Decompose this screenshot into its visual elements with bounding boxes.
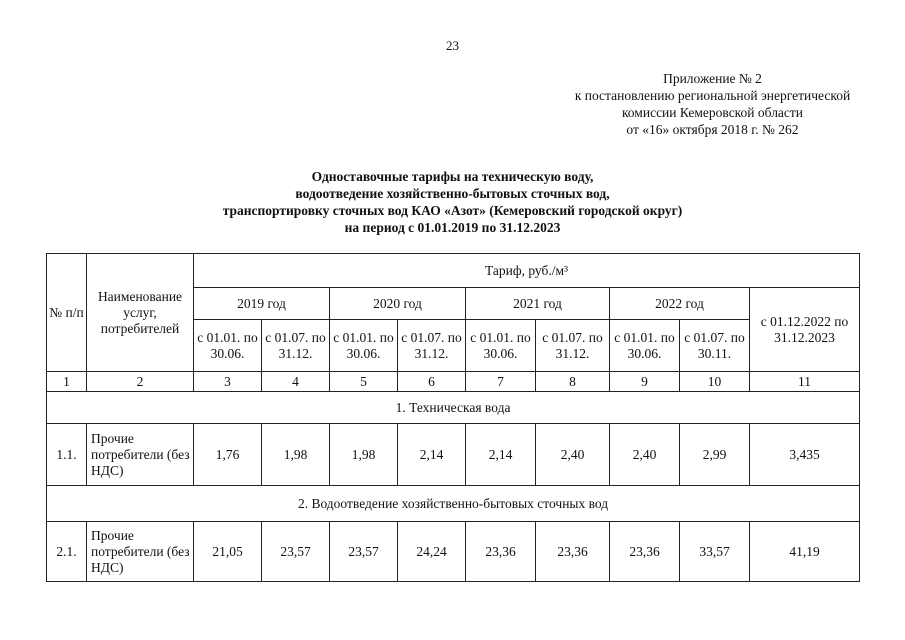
header-period: с 01.01. по 30.06. bbox=[466, 320, 536, 372]
column-number: 2 bbox=[87, 372, 194, 392]
row-num: 1.1. bbox=[47, 424, 87, 486]
header-year: 2022 год bbox=[610, 288, 750, 320]
appendix-line: к постановлению региональной энергетической bbox=[574, 88, 851, 103]
row-name: Прочие потребители (без НДС) bbox=[87, 522, 194, 582]
column-number: 6 bbox=[398, 372, 466, 392]
tariff-value: 1,98 bbox=[330, 424, 398, 486]
table-row bbox=[47, 424, 860, 486]
tariff-value: 23,36 bbox=[536, 522, 610, 582]
header-num: № п/п bbox=[47, 254, 87, 372]
column-number: 1 bbox=[47, 372, 87, 392]
title-line: на период с 01.01.2019 по 31.12.2023 bbox=[344, 220, 561, 235]
row-name: Прочие потребители (без НДС) bbox=[87, 424, 194, 486]
tariff-value: 23,36 bbox=[610, 522, 680, 582]
header-year: 2021 год bbox=[466, 288, 610, 320]
column-number: 4 bbox=[262, 372, 330, 392]
header-period: с 01.07. по 31.12. bbox=[536, 320, 610, 372]
title-line: Одноставочные тарифы на техническую воду, bbox=[311, 169, 594, 184]
page-number: 23 bbox=[446, 38, 459, 53]
tariff-value: 2,14 bbox=[398, 424, 466, 486]
appendix-header bbox=[540, 70, 885, 138]
header-period: с 01.01. по 30.06. bbox=[330, 320, 398, 372]
column-number: 5 bbox=[330, 372, 398, 392]
tariff-value: 21,05 bbox=[194, 522, 262, 582]
tariff-value: 1,98 bbox=[262, 424, 330, 486]
header-name: Наименование услуг, потребителей bbox=[87, 254, 194, 372]
document-title bbox=[150, 168, 755, 236]
appendix-line: от «16» октября 2018 г. № 262 bbox=[626, 122, 799, 137]
tariff-value: 23,57 bbox=[262, 522, 330, 582]
section-title: 2. Водоотведение хозяйственно-бытовых сточных вод bbox=[47, 486, 860, 522]
column-number: 7 bbox=[466, 372, 536, 392]
tariff-value: 24,24 bbox=[398, 522, 466, 582]
header-last-period: с 01.12.2022 по 31.12.2023 bbox=[750, 288, 860, 372]
header-period: с 01.01. по 30.06. bbox=[194, 320, 262, 372]
column-number: 3 bbox=[194, 372, 262, 392]
tariff-value: 1,76 bbox=[194, 424, 262, 486]
tariff-value: 2,40 bbox=[536, 424, 610, 486]
tariff-value: 2,40 bbox=[610, 424, 680, 486]
appendix-line: комиссии Кемеровской области bbox=[621, 105, 804, 120]
table-row bbox=[47, 522, 860, 582]
header-tariff: Тариф, руб./м³ bbox=[194, 254, 860, 288]
tariff-table bbox=[46, 253, 860, 582]
tariff-value: 2,14 bbox=[466, 424, 536, 486]
column-number: 10 bbox=[680, 372, 750, 392]
column-number: 11 bbox=[750, 372, 860, 392]
header-period: с 01.07. по 31.12. bbox=[262, 320, 330, 372]
column-number: 8 bbox=[536, 372, 610, 392]
tariff-value: 23,57 bbox=[330, 522, 398, 582]
row-num: 2.1. bbox=[47, 522, 87, 582]
header-period: с 01.07. по 30.11. bbox=[680, 320, 750, 372]
header-year: 2019 год bbox=[194, 288, 330, 320]
header-period: с 01.01. по 30.06. bbox=[610, 320, 680, 372]
column-number: 9 bbox=[610, 372, 680, 392]
header-period: с 01.07. по 31.12. bbox=[398, 320, 466, 372]
header-year: 2020 год bbox=[330, 288, 466, 320]
tariff-value: 23,36 bbox=[466, 522, 536, 582]
title-line: водоотведение хозяйственно-бытовых сточных вод, bbox=[295, 186, 610, 201]
tariff-value: 2,99 bbox=[680, 424, 750, 486]
tariff-value: 3,435 bbox=[750, 424, 860, 486]
appendix-line: Приложение № 2 bbox=[663, 71, 762, 86]
tariff-value: 41,19 bbox=[750, 522, 860, 582]
section-title: 1. Техническая вода bbox=[47, 392, 860, 424]
tariff-value: 33,57 bbox=[680, 522, 750, 582]
title-line: транспортировку сточных вод КАО «Азот» (Кемеровский городской округ) bbox=[222, 203, 683, 218]
